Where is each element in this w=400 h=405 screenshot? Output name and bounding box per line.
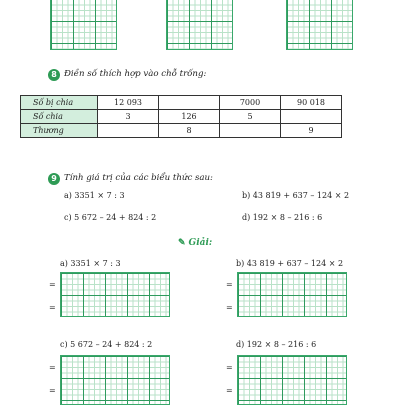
table-cell: 90 018	[281, 96, 342, 110]
answer-grid-a[interactable]	[60, 272, 170, 317]
row-header: Số bị chia	[21, 96, 98, 110]
solution-expression-b: b) 43 819 + 637 – 124 × 2	[236, 259, 344, 268]
solution-expression-c: c) 5 672 – 24 + 824 : 2	[60, 340, 153, 349]
expression-b: b) 43 819 + 637 – 124 × 2	[242, 191, 350, 200]
table-cell[interactable]	[159, 96, 220, 110]
equals-sign: =	[49, 363, 56, 372]
equals-sign: =	[226, 386, 233, 395]
table-cell: 8	[159, 124, 220, 138]
equals-sign: =	[226, 280, 233, 289]
question-8-title: Điền số thích hợp vào chỗ trống:	[64, 69, 207, 79]
table-cell: 126	[159, 110, 220, 124]
equals-sign: =	[49, 386, 56, 395]
pencil-icon: ✎	[178, 238, 186, 248]
solution-heading	[178, 238, 212, 248]
row-header: Thương	[21, 124, 98, 138]
answer-grid-top-2	[166, 0, 233, 50]
question-8-badge: 8	[48, 69, 60, 81]
equals-sign: =	[226, 303, 233, 312]
question-9-title: Tính giá trị của các biểu thức sau:	[64, 173, 213, 183]
fill-in-table	[20, 95, 342, 138]
table-cell[interactable]	[98, 124, 159, 138]
table-cell: 12 093	[98, 96, 159, 110]
expression-c: c) 5 672 – 24 + 824 : 2	[64, 213, 157, 222]
expression-a: a) 3351 × 7 : 3	[64, 191, 125, 200]
equals-sign: =	[226, 363, 233, 372]
table-row	[21, 124, 342, 138]
expression-d: d) 192 × 8 – 216 : 6	[242, 213, 323, 222]
row-header: Số chia	[21, 110, 98, 124]
solution-label: Giải:	[188, 238, 213, 248]
table-cell: 7000	[220, 96, 281, 110]
table-cell: 3	[98, 110, 159, 124]
solution-expression-a: a) 3351 × 7 : 3	[60, 259, 121, 268]
equals-sign: =	[49, 303, 56, 312]
solution-expression-d: d) 192 × 8 – 216 : 6	[236, 340, 317, 349]
table-cell: 5	[220, 110, 281, 124]
question-9-badge: 9	[48, 173, 60, 185]
table-cell[interactable]	[220, 124, 281, 138]
table-cell: 9	[281, 124, 342, 138]
table-row	[21, 110, 342, 124]
answer-grid-b[interactable]	[237, 272, 347, 317]
answer-grid-d[interactable]	[237, 355, 347, 405]
equals-sign: =	[49, 280, 56, 289]
answer-grid-top-3	[286, 0, 353, 50]
answer-grid-top-1	[50, 0, 117, 50]
table-row	[21, 96, 342, 110]
table-cell[interactable]	[281, 110, 342, 124]
answer-grid-c[interactable]	[60, 355, 170, 405]
